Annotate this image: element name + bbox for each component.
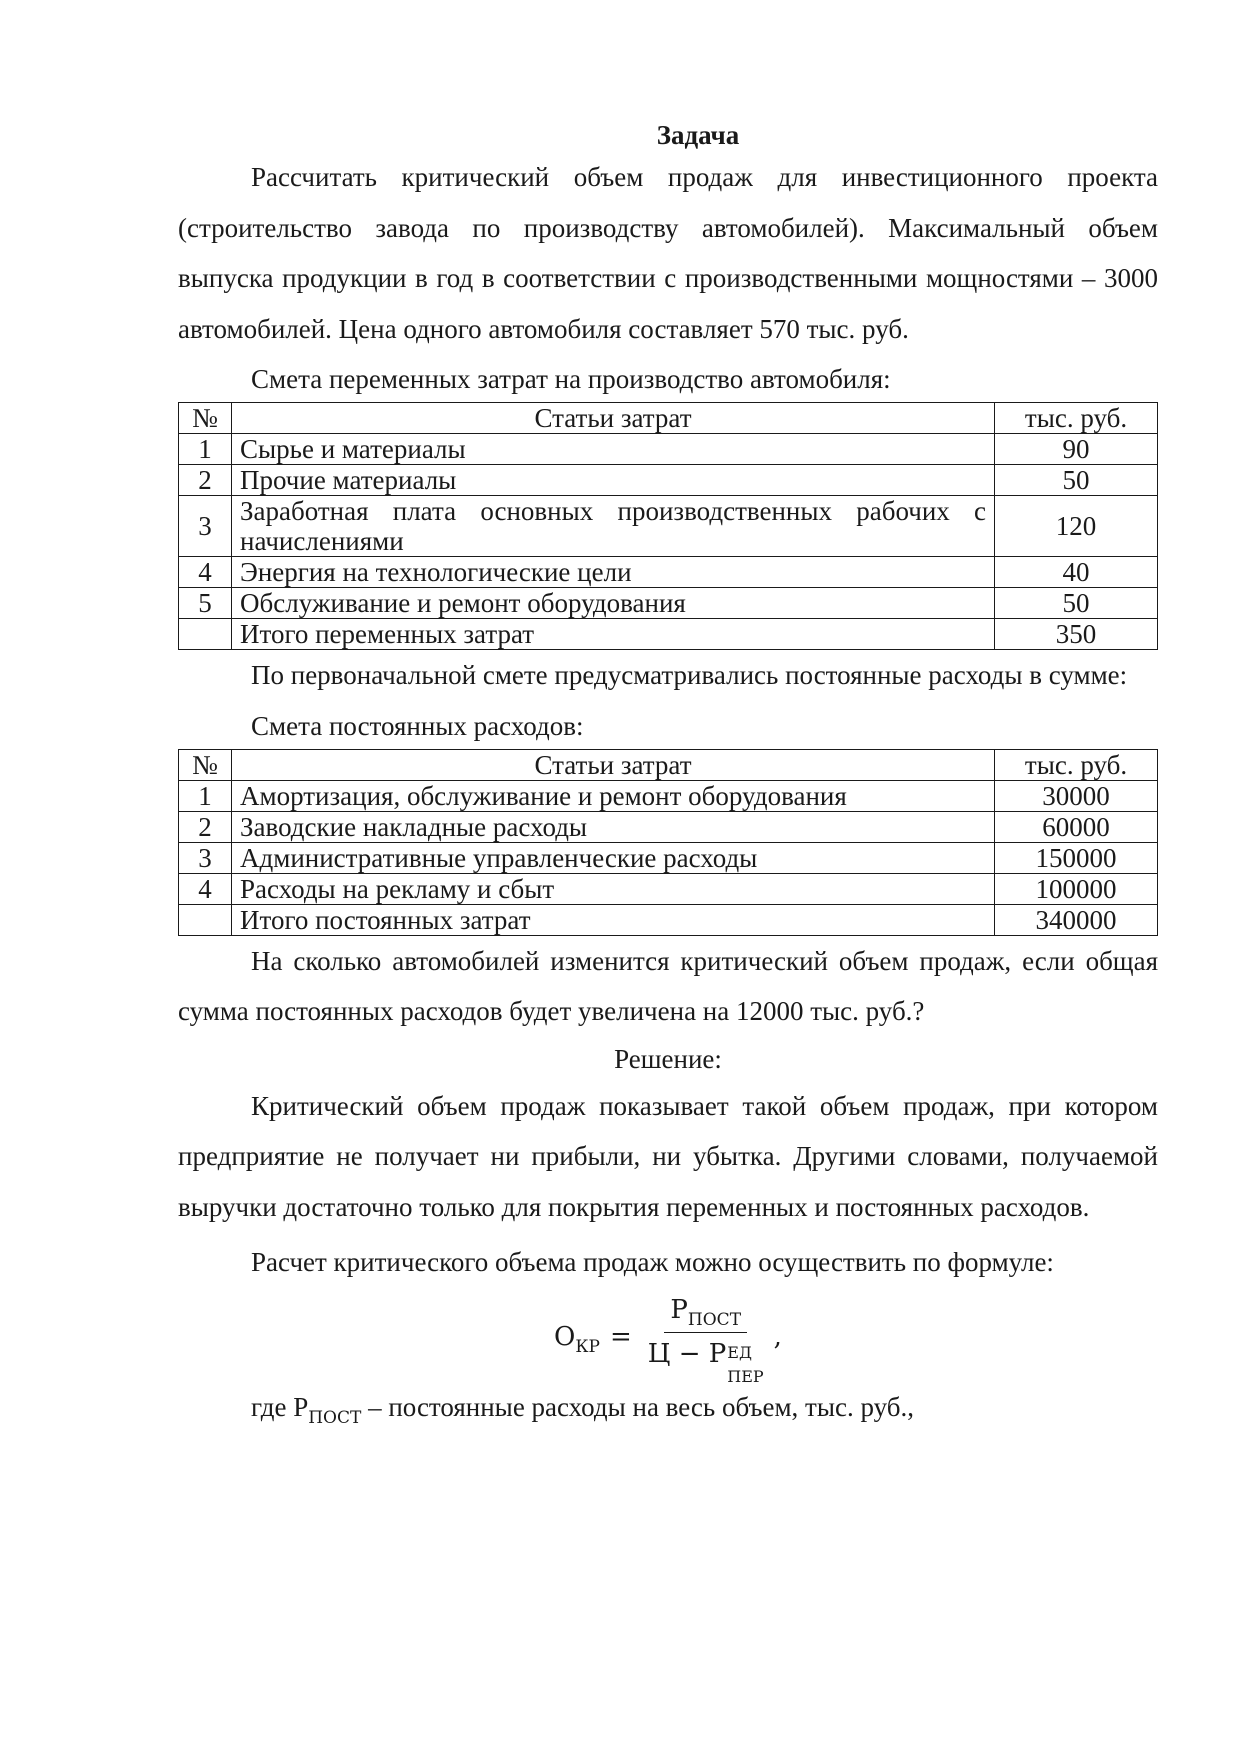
row-value: 90 (995, 434, 1158, 465)
formula-numerator (664, 1293, 747, 1333)
table-header-row (179, 403, 1158, 434)
table-total-row (179, 904, 1158, 935)
row-name: Обслуживание и ремонт оборудования (232, 588, 995, 619)
formula-trailing-comma: , (773, 1322, 782, 1352)
variable-costs-caption: Смета переменных затрат на производство автомобиля: (251, 364, 891, 394)
table-row (179, 496, 1158, 557)
formula-intro: Расчет критического объема продаж можно осуществить по формуле: (251, 1247, 1054, 1277)
row-num: 3 (179, 842, 232, 873)
row-num: 1 (179, 780, 232, 811)
row-num: 2 (179, 465, 232, 496)
formula-lhs (554, 1322, 600, 1357)
formula-numerator-sub: ПОСТ (687, 1310, 742, 1330)
row-value: 120 (995, 496, 1158, 557)
solution-heading: Решение: (614, 1043, 722, 1074)
row-name: Расходы на рекламу и сбыт (232, 873, 995, 904)
formula-equals: = (609, 1322, 632, 1352)
row-value: 40 (995, 557, 1158, 588)
header-name: Статьи затрат (232, 749, 995, 780)
row-name: Амортизация, обслуживание и ремонт оборудования (232, 780, 995, 811)
table-total-row (179, 619, 1158, 650)
row-name: Заработная плата основных производственных рабочих с начислениями (232, 496, 995, 557)
row-name: Сырье и материалы (232, 434, 995, 465)
row-value: 150000 (995, 842, 1158, 873)
row-value: 340000 (995, 904, 1158, 935)
critical-volume-formula (178, 1295, 1158, 1386)
variable-costs-table (178, 402, 1158, 650)
formula-denominator-scripts (727, 1343, 764, 1386)
formula-lhs-symbol: О (554, 1322, 576, 1352)
table-row (179, 465, 1158, 496)
header-value: тыс. руб. (995, 403, 1158, 434)
fixed-costs-table (178, 749, 1158, 936)
table-row (179, 588, 1158, 619)
row-num: 5 (179, 588, 232, 619)
row-num (179, 904, 232, 935)
fixed-costs-caption: Смета постоянных расходов: (251, 710, 584, 741)
row-value: 50 (995, 465, 1158, 496)
formula-denominator-left: Ц − Р (647, 1339, 727, 1369)
formula-lhs-sub: КР (575, 1337, 600, 1357)
row-name: Заводские накладные расходы (232, 811, 995, 842)
intro-paragraph: Рассчитать критический объем продаж для инвестиционного проекта (строительство завода по производству автомобилей). Максимальный объем выпуска продукции в год в соответствии с производственными мощностями – 3000 автомобилей. Цена одного автомобиля составляет 570 тыс. руб. (178, 162, 1158, 344)
table-header-row (179, 749, 1158, 780)
table-row (179, 811, 1158, 842)
row-value: 100000 (995, 873, 1158, 904)
header-num: № (179, 403, 232, 434)
where-paragraph (178, 1384, 1158, 1434)
formula-fraction (642, 1293, 770, 1386)
fixed-costs-intro: По первоначальной смете предусматривались постоянные расходы в сумме: (251, 660, 1128, 690)
question-paragraph: На сколько автомобилей изменится критический объем продаж, если общая сумма постоянных расходов будет увеличена на 12000 тыс. руб.? (178, 945, 1158, 1026)
where-prefix: где Р (251, 1392, 309, 1422)
row-value: 350 (995, 619, 1158, 650)
table-row (179, 873, 1158, 904)
row-num: 4 (179, 557, 232, 588)
where-text: – постоянные расходы на весь объем, тыс. руб., (361, 1392, 915, 1422)
row-value: 30000 (995, 780, 1158, 811)
header-value: тыс. руб. (995, 749, 1158, 780)
document-page (178, 118, 1158, 1434)
row-value: 50 (995, 588, 1158, 619)
row-name: Итого переменных затрат (232, 619, 995, 650)
formula-denominator-sup: ЕД (727, 1343, 752, 1362)
header-num: № (179, 749, 232, 780)
row-num (179, 619, 232, 650)
row-name: Административные управленческие расходы (232, 842, 995, 873)
row-num: 4 (179, 873, 232, 904)
table-row (179, 434, 1158, 465)
table-row (179, 557, 1158, 588)
header-name: Статьи затрат (232, 403, 995, 434)
solution-paragraph: Критический объем продаж показывает такой объем продаж, при котором предприятие не получает ни прибыли, ни убытка. Другими словами, получаемой выручки достаточно только для покрытия переменных и постоянных расходов. (178, 1090, 1158, 1222)
row-name: Итого постоянных затрат (232, 904, 995, 935)
row-num: 3 (179, 496, 232, 557)
table-row (179, 780, 1158, 811)
row-name: Энергия на технологические цели (232, 557, 995, 588)
document-title: Задача (656, 120, 740, 150)
row-value: 60000 (995, 811, 1158, 842)
table-row (179, 842, 1158, 873)
row-num: 2 (179, 811, 232, 842)
formula-numerator-symbol: Р (670, 1295, 688, 1325)
formula-denominator-sub: ПЕР (727, 1367, 764, 1386)
formula-denominator (642, 1333, 770, 1386)
where-sub: ПОСТ (308, 1408, 362, 1428)
row-name: Прочие материалы (232, 465, 995, 496)
row-num: 1 (179, 434, 232, 465)
